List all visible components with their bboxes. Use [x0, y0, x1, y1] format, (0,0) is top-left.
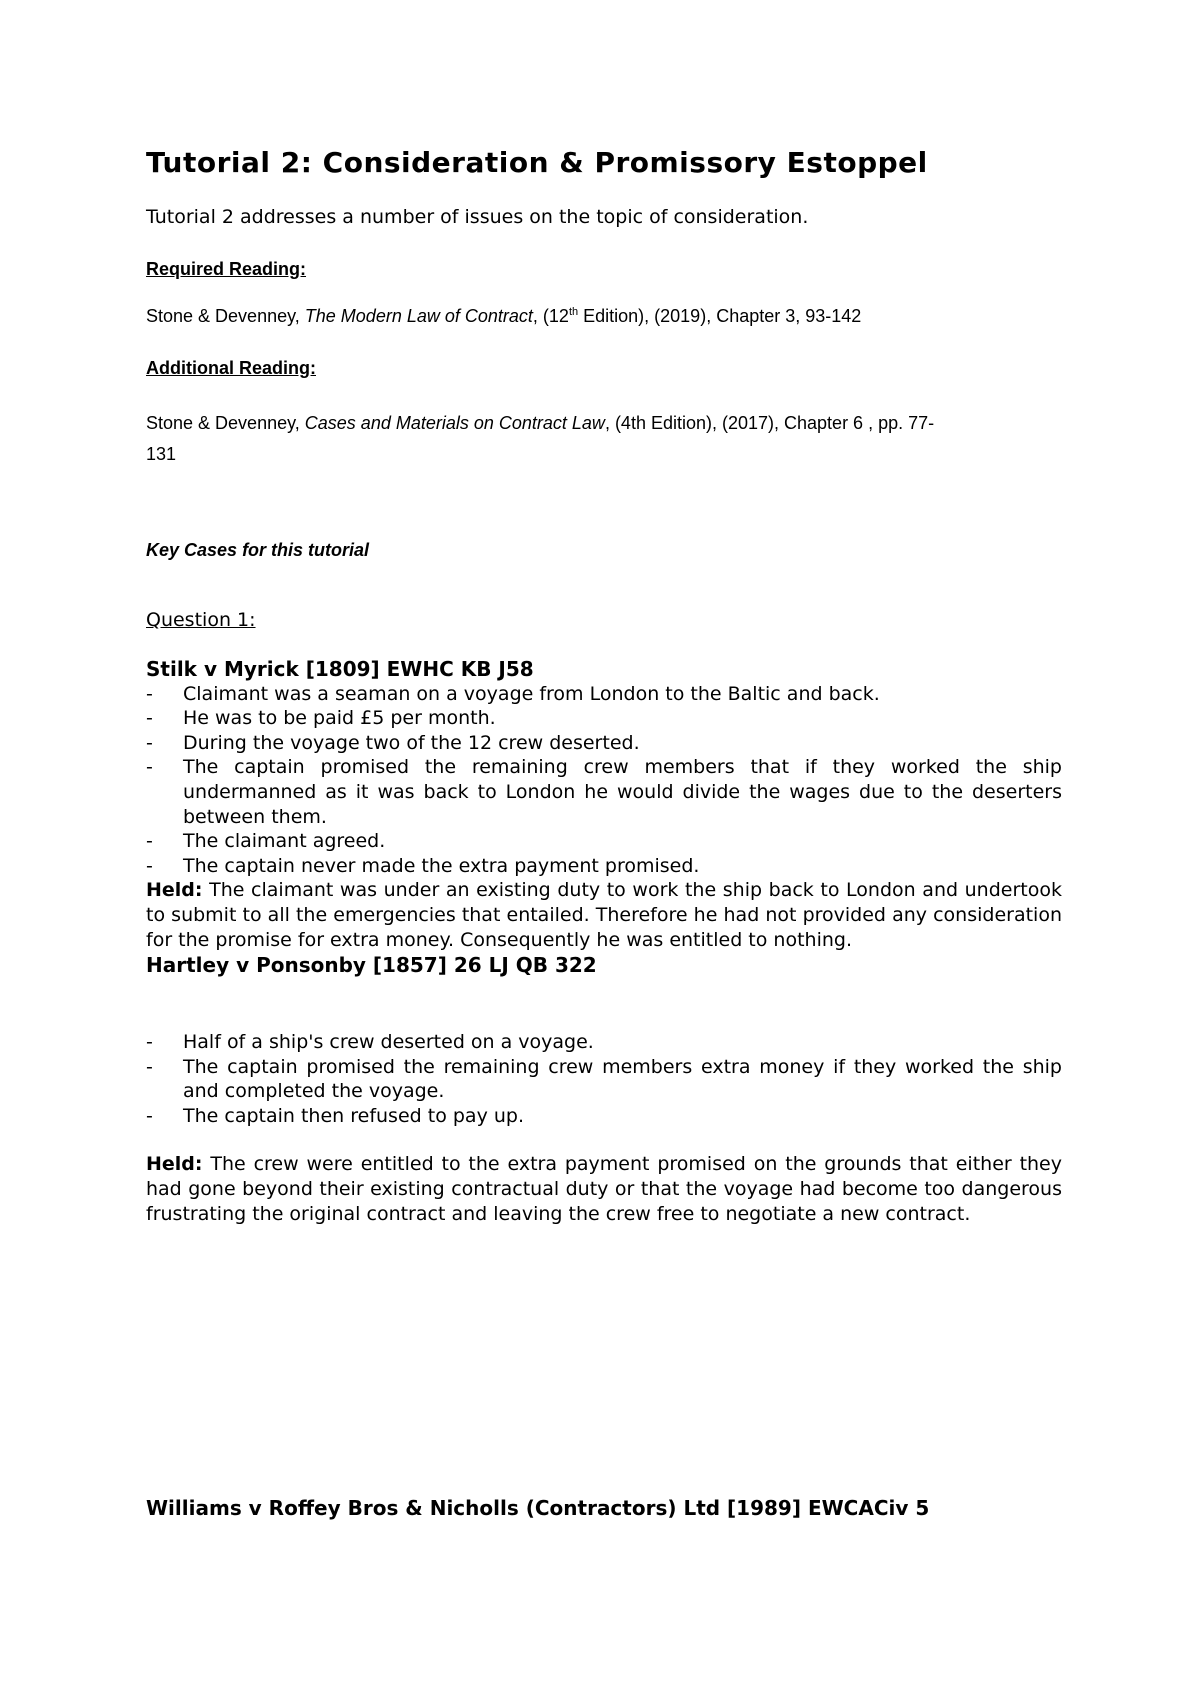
required-reading-edition-sup: th	[568, 306, 579, 318]
list-item: - The claimant agreed.	[146, 830, 386, 853]
list-item: - He was to be paid £5 per month.	[146, 707, 496, 730]
case-hartley-held	[146, 1152, 1062, 1226]
case-heading-williams: Williams v Roffey Bros & Nicholls (Contractors) Ltd [1989] EWCACiv 5	[146, 1496, 930, 1520]
additional-reading-book: Cases and Materials on Contract Law	[304, 413, 605, 433]
case-stilk-facts	[146, 682, 1062, 879]
held-label: Held:	[146, 1153, 203, 1176]
list-item: - The captain then refused to pay up.	[146, 1104, 524, 1127]
case-heading-stilk: Stilk v Myrick [1809] EWHC KB J58	[146, 657, 534, 681]
page-title: Tutorial 2: Consideration & Promissory Estoppel	[146, 146, 928, 179]
case-hartley-facts	[146, 1030, 1062, 1128]
case-heading-hartley: Hartley v Ponsonby [1857] 26 LJ QB 322	[146, 953, 597, 978]
list-item: - The captain promised the remaining crew members that if they worked the ship undermanned as it was back to London he would divide the wages due to the deserters between them.	[146, 756, 1062, 828]
additional-reading-authors: Stone & Devenney,	[146, 413, 300, 433]
additional-reading-heading: Additional Reading:	[146, 358, 316, 378]
required-reading-edition: , (12	[532, 306, 569, 326]
additional-reading-line-1	[146, 408, 934, 439]
intro-text: Tutorial 2 addresses a number of issues on the topic of consideration.	[146, 206, 809, 228]
required-reading-authors: Stone & Devenney,	[146, 306, 300, 326]
required-reading-heading: Required Reading:	[146, 259, 307, 279]
additional-reading-rest-1: , (4th Edition), (2017), Chapter 6 , pp. 77-	[604, 413, 935, 433]
additional-reading-reference	[146, 408, 934, 470]
held-label: Held:	[146, 879, 203, 902]
list-item: - The captain promised the remaining crew members extra money if they worked the ship and completed the voyage.	[146, 1055, 1062, 1103]
case-stilk-block	[146, 657, 1062, 978]
additional-reading-line-2: 131	[146, 444, 177, 464]
held-text: The crew were entitled to the extra payment promised on the grounds that either they had gone beyond their existing contractual duty or that the voyage had become too dangerous frustrating the original contract and leaving the crew free to negotiate a new contract.	[146, 1153, 1062, 1225]
question-1-heading: Question 1:	[146, 609, 256, 631]
list-item: - During the voyage two of the 12 crew deserted.	[146, 731, 640, 754]
required-reading-book: The Modern Law of Contract	[304, 306, 533, 326]
list-item: - Half of a ship's crew deserted on a voyage.	[146, 1031, 594, 1053]
held-text: The claimant was under an existing duty to work the ship back to London and undertook to submit to all the emergencies that entailed. Therefore he had not provided any consideration for the promise for extra money. Consequently he was entitled to nothing.	[146, 879, 1062, 951]
case-stilk-held	[146, 878, 1062, 952]
key-cases-heading: Key Cases for this tutorial	[146, 540, 370, 560]
list-item: - Claimant was a seaman on a voyage from London to the Baltic and back.	[146, 682, 880, 705]
required-reading-reference	[146, 306, 861, 327]
list-item: - The captain never made the extra payment promised.	[146, 854, 700, 877]
required-reading-rest: Edition), (2019), Chapter 3, 93-142	[578, 306, 862, 326]
case-hartley-block	[146, 1030, 1062, 1226]
